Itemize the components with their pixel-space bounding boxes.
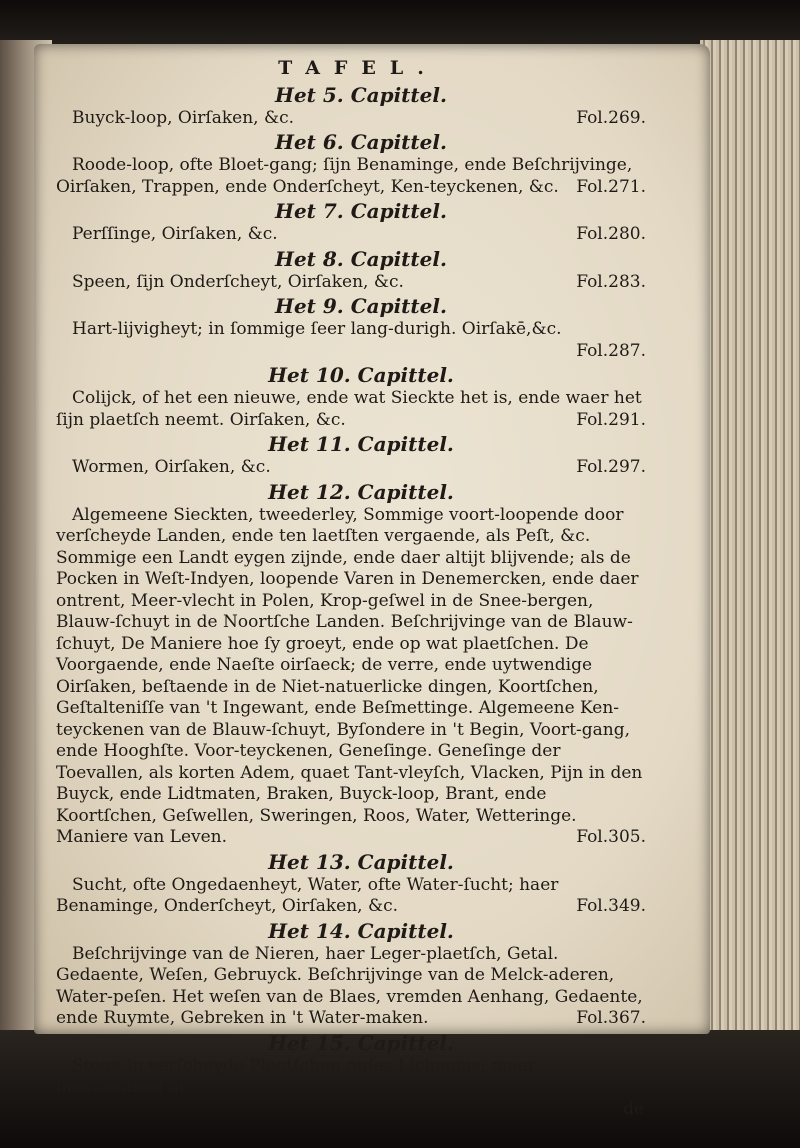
folio-reference: Fol.305. xyxy=(576,827,646,847)
chapter-title: Het 5. Capittel. xyxy=(275,82,447,107)
chapter-title: Het 7. Capittel. xyxy=(275,199,447,223)
chapter-summary xyxy=(56,944,646,1030)
catchword: de xyxy=(623,1098,644,1119)
chapter-summary xyxy=(56,1056,646,1099)
summary-text: Speen, ſijn Onderſcheyt, Oirſaken, &c. xyxy=(72,271,404,292)
chapter-summary xyxy=(56,505,646,849)
chapter-entry xyxy=(56,82,646,130)
chapter-title: Het 10. Capittel. xyxy=(268,363,454,387)
chapter-summary xyxy=(56,155,646,198)
chapter-entry xyxy=(56,1030,646,1099)
summary-text: Perſſinge, Oirſaken, &c. xyxy=(72,224,278,244)
chapter-entry xyxy=(56,849,646,918)
folio-reference: Fol.280. xyxy=(576,224,646,244)
folio-reference: Fol.291. xyxy=(576,409,646,430)
chapter-summary xyxy=(56,875,646,918)
chapter-title: Het 15. Capittel. xyxy=(268,1030,454,1055)
chapter-title: Het 13. Capittel. xyxy=(268,849,454,874)
summary-text: Buyck-loop, Oirſaken, &c. xyxy=(72,107,295,128)
chapter-entry xyxy=(56,431,646,479)
summary-text: Algemeene Sieckten, tweederley, Sommige voort-loopende door verſcheyde Landen, ende ten laetſten vergaende, als Peſt, &c. Sommige een Landt eygen zijnde, ende daer altijt blijvende; als de Pocken in Weſt-Indyen, loopende Varen in Denemercken, ende daer ontrent, Meer-vlecht in Polen, Krop-geſwel in de Snee-bergen, Blauw-ſchuyt in de Noortſche Landen. Beſchrijvinge van de Blauw-ſchuyt, De Maniere hoe ſy groeyt, ende op wat plaetſchen. De Voorgaende, ende Naeſte oirſaeck; de verre, ende uytwendige Oirſaken, beſtaende in de Niet-natuerlicke dingen, Koortſchen, Geſtalteniſſe van 't Ingewant, ende Beſmettinge. Algemeene Ken-teyckenen van de Blauw-ſchuyt, Byſondere in 't Begin, Voort-gang, ende Hooghſte. Voor-teyckenen, Geneſinge. Geneſinge der Toevallen, als korten Adem, quaet Tant-vleyſch, Vlacken, Pijn in den Buyck, ende Lidtmaten, Braken, Buyck-loop, Brant, ende Koortſchen, Geſwellen, Sweringen, Roos, Water, Wetteringe. Maniere van Leven. xyxy=(56,504,643,847)
folio-reference: Fol.269. xyxy=(576,107,646,128)
summary-text: Steen in verſcheyde Plaetſchen onſes Lichaems; maer meeſtendeel in xyxy=(56,1055,536,1097)
chapter-title: Het 14. Capittel. xyxy=(268,918,454,943)
chapter-entry xyxy=(56,479,646,849)
chapter-title: Het 8. Capittel. xyxy=(275,246,447,271)
chapter-summary xyxy=(56,388,646,431)
chapter-entry xyxy=(56,362,646,431)
chapter-title: Het 6. Capittel. xyxy=(275,130,447,154)
folio-reference: Fol.283. xyxy=(576,271,646,292)
folio-reference: Fol.271. xyxy=(576,176,646,197)
chapter-entry xyxy=(56,129,646,198)
chapter-entry xyxy=(56,293,646,362)
folio-reference: Fol.349. xyxy=(576,896,646,916)
folio-reference: Fol.297. xyxy=(576,457,646,477)
chapter-summary xyxy=(56,457,646,479)
table-of-contents xyxy=(56,58,646,1120)
folio-reference: Fol.287. xyxy=(576,340,646,361)
chapter-title: Het 9. Capittel. xyxy=(275,294,447,318)
chapter-summary xyxy=(56,272,646,294)
summary-text: Hart-lijvigheyt; in ſommige ſeer lang-durigh. Oirſakē,&c. xyxy=(72,319,562,339)
summary-text: Roode-loop, ofte Bloet-gang; ſijn Benaminge, ende Beſchrijvinge, Oirſaken, Trappen, ende Onderſcheyt, Ken-teyckenen, &c. xyxy=(56,155,633,197)
summary-text: Colijck, of het een nieuwe, ende wat Sieckte het is, ende waer het ſijn plaetſch neemt. Oirſaken, &c. xyxy=(56,388,642,430)
chapter-title: Het 11. Capittel. xyxy=(268,432,454,456)
folio-reference: Fol.367. xyxy=(576,1008,646,1028)
chapter-summary xyxy=(56,108,646,130)
page-stack-edge xyxy=(700,40,800,1050)
summary-text: Beſchrijvinge van de Nieren, haer Leger-plaetſch, Getal. Gedaente, Weſen, Gebruyck. Beſchrijvinge van de Melck-aderen, Water-peſen. Het weſen van de Blaes, vremden Aenhang, Gedaente, ende Ruymte, Gebreken in 't Water-maken. xyxy=(56,943,643,1028)
chapter-list xyxy=(56,82,646,1099)
summary-text: Sucht, ofte Ongedaenheyt, Water, ofte Water-ſucht; haer Benaminge, Onderſcheyt, Oirſaken, &c. xyxy=(56,874,559,916)
chapter-title: Het 12. Capittel. xyxy=(268,479,454,504)
running-head: TAFEL. xyxy=(278,57,438,79)
summary-text: Wormen, Oirſaken, &c. xyxy=(72,457,271,477)
chapter-entry xyxy=(56,918,646,1030)
chapter-summary xyxy=(56,319,646,362)
chapter-entry xyxy=(56,246,646,294)
chapter-summary xyxy=(56,224,646,246)
chapter-entry xyxy=(56,198,646,246)
